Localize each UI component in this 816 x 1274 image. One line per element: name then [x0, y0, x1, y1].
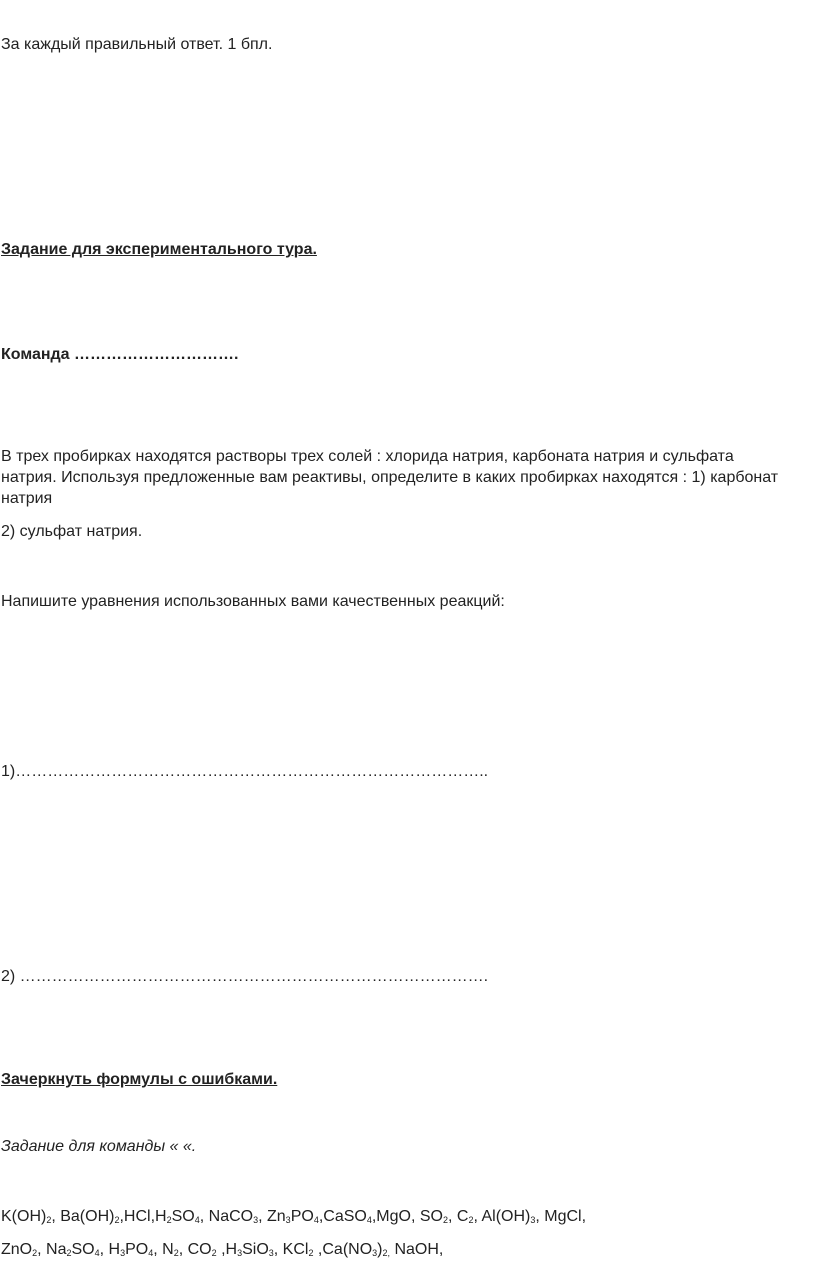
formula-subscript: 2	[114, 1215, 120, 1225]
formula-text: , NaCO	[199, 1208, 254, 1225]
formula-subscript: 2	[442, 1215, 448, 1225]
formula-subscript: 4	[94, 1248, 100, 1258]
formula-text: , MgCl,	[535, 1208, 587, 1225]
formula-subscript: 2	[211, 1248, 217, 1258]
formula-text: SO	[171, 1208, 195, 1225]
formula-text: ,Ca(NO	[313, 1241, 373, 1258]
formula-subscript: 3	[372, 1248, 378, 1258]
formula-subscript: 3	[268, 1248, 274, 1258]
formula-subscript: 3	[253, 1215, 259, 1225]
formula-subscript: 2	[32, 1248, 38, 1258]
strike-heading: Зачеркнуть формулы с ошибками.	[1, 1071, 278, 1088]
formula-text: ,H	[216, 1241, 238, 1258]
formula-subscript: 2	[308, 1248, 314, 1258]
formula-text: , Ba(OH)	[51, 1208, 115, 1225]
formula-text: ,HCl,H	[119, 1208, 167, 1225]
formulas-line-2	[1, 1240, 443, 1260]
equations-prompt: Напишите уравнения использованных вами качественных реакций:	[1, 593, 505, 610]
formula-subscript: 2	[166, 1215, 172, 1225]
formula-subscript: 4	[194, 1215, 200, 1225]
formula-subscript: 3	[120, 1248, 126, 1258]
formula-text: )	[377, 1241, 383, 1258]
experimental-heading: Задание для экспериментального тура.	[1, 241, 317, 258]
formula-subscript: 2	[46, 1215, 52, 1225]
team-label: Команда ………………………….	[1, 346, 239, 363]
team-task-label: Задание для команды « «.	[1, 1138, 197, 1155]
formula-subscript: 2	[468, 1215, 474, 1225]
formula-text: , Al(OH)	[473, 1208, 531, 1225]
formula-text: , Na	[37, 1241, 67, 1258]
formula-text: ,CaSO	[318, 1208, 367, 1225]
task-item-2: 2) сульфат натрия.	[1, 523, 143, 540]
answer-line-1: 1)……………………………………………………………………………..	[1, 763, 489, 780]
formula-text: SO	[71, 1241, 95, 1258]
formula-subscript: 2	[173, 1248, 179, 1258]
formula-subscript: 3	[237, 1248, 243, 1258]
formulas-line-1	[1, 1207, 586, 1227]
answer-line-2: 2) …………………………………………………………………………….	[1, 968, 489, 985]
formula-text: , N	[153, 1241, 174, 1258]
formula-text: PO	[290, 1208, 314, 1225]
score-note: За каждый правильный ответ. 1 бпл.	[1, 36, 273, 53]
formula-text: PO	[125, 1241, 149, 1258]
formula-text: , KCl	[273, 1241, 309, 1258]
formula-text: ZnO	[1, 1241, 33, 1258]
formula-subscript: 2	[66, 1248, 72, 1258]
formula-subscript: 4	[366, 1215, 372, 1225]
formula-text: SiO	[242, 1241, 269, 1258]
formula-subscript: 4	[313, 1215, 319, 1225]
formula-text: ,MgO, SO	[371, 1208, 443, 1225]
formula-subscript: 4	[148, 1248, 154, 1258]
formula-text: , H	[99, 1241, 121, 1258]
formula-subscript: 2,	[382, 1248, 390, 1258]
formula-text: , CO	[178, 1241, 212, 1258]
formula-text: K(OH)	[1, 1208, 47, 1225]
formula-text: NaOH,	[390, 1241, 444, 1258]
formula-text: , Zn	[258, 1208, 286, 1225]
task-text: В трех пробирках находятся растворы трех солей : хлорида натрия, карбоната натрия и сульфата натрия. Используя предложенные вам реактивы, определите в каких пробирках находятся : 1) карбонат натрия	[1, 448, 779, 507]
formula-subscript: 3	[285, 1215, 291, 1225]
formula-subscript: 3	[530, 1215, 536, 1225]
formula-text: , C	[448, 1208, 469, 1225]
